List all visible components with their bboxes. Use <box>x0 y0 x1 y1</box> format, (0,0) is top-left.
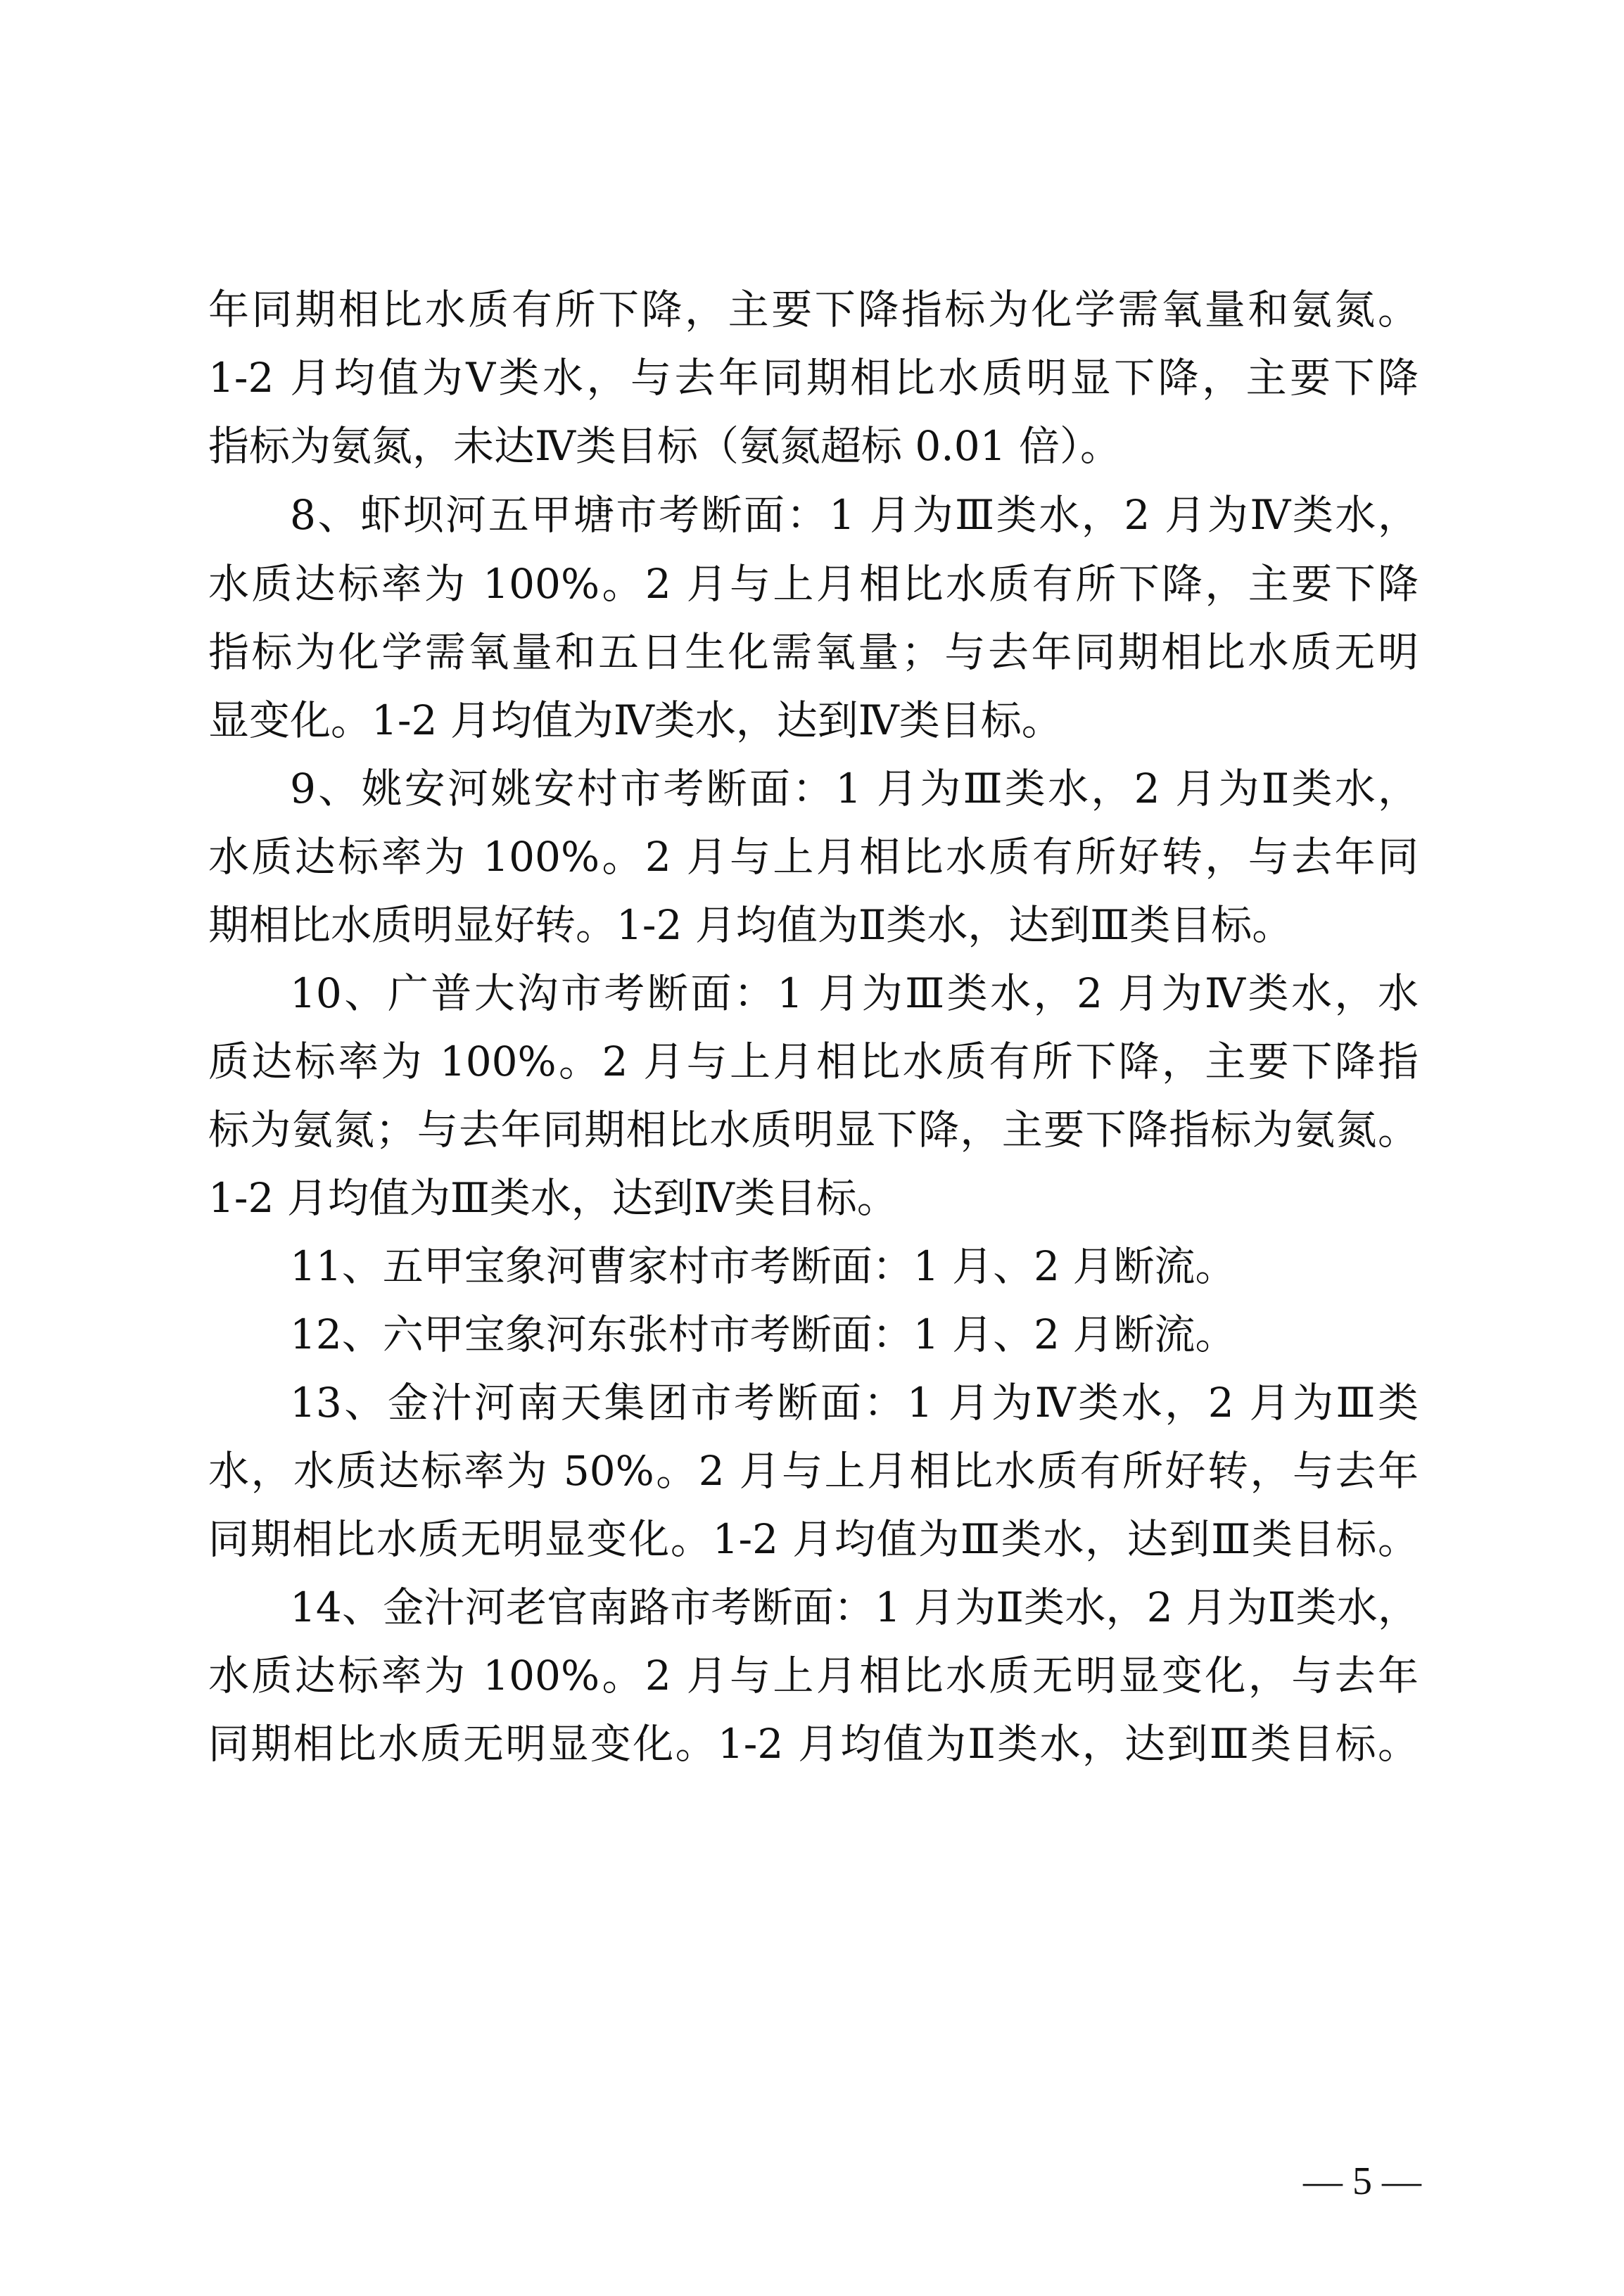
item-14-line-1: 14、金汁河老官南路市考断面：1 月为Ⅱ类水，2 月为Ⅱ类水， <box>290 1583 1419 1631</box>
item-10-line-2: 质达标率为 100%。2 月与上月相比水质有所下降，主要下降指 <box>208 1038 1419 1085</box>
item-9-line-3: 期相比水质明显好转。1-2 月均值为Ⅱ类水，达到Ⅲ类目标。 <box>208 901 1293 949</box>
item-8-line-2: 水质达标率为 100%。2 月与上月相比水质有所下降，主要下降 <box>208 560 1419 608</box>
text-line-1: 年同期相比水质有所下降，主要下降指标为化学需氧量和氨氮。 <box>208 286 1419 333</box>
item-12-line-1: 12、六甲宝象河东张村市考断面：1 月、2 月断流。 <box>290 1310 1236 1358</box>
item-8-line-1: 8、虾坝河五甲塘市考断面：1 月为Ⅲ类水，2 月为Ⅳ类水， <box>290 491 1419 539</box>
item-10-line-1: 10、广普大沟市考断面：1 月为Ⅲ类水，2 月为Ⅳ类水，水 <box>290 969 1419 1017</box>
item-14-line-2: 水质达标率为 100%。2 月与上月相比水质无明显变化，与去年 <box>208 1652 1419 1699</box>
item-8-line-4: 显变化。1-2 月均值为Ⅳ类水，达到Ⅳ类目标。 <box>208 696 1062 744</box>
item-11-line-1: 11、五甲宝象河曹家村市考断面：1 月、2 月断流。 <box>290 1242 1236 1290</box>
item-13-line-1: 13、金汁河南天集团市考断面：1 月为Ⅳ类水，2 月为Ⅲ类 <box>290 1379 1419 1427</box>
item-13-line-2: 水，水质达标率为 50%。2 月与上月相比水质有所好转，与去年 <box>208 1447 1419 1495</box>
item-14-line-3: 同期相比水质无明显变化。1-2 月均值为Ⅱ类水，达到Ⅲ类目标。 <box>208 1720 1419 1768</box>
text-line-3: 指标为氨氮，未达Ⅳ类目标（氨氮超标 0.01 倍）。 <box>208 422 1121 470</box>
page-number: — 5 — <box>1303 2160 1421 2203</box>
item-10-line-4: 1-2 月均值为Ⅲ类水，达到Ⅳ类目标。 <box>208 1174 898 1222</box>
item-10-line-3: 标为氨氮；与去年同期相比水质明显下降，主要下降指标为氨氮。 <box>208 1106 1419 1154</box>
text-line-2: 1-2 月均值为Ⅴ类水，与去年同期相比水质明显下降，主要下降 <box>208 354 1419 402</box>
item-9-line-2: 水质达标率为 100%。2 月与上月相比水质有所好转，与去年同 <box>208 833 1419 881</box>
item-8-line-3: 指标为化学需氧量和五日生化需氧量；与去年同期相比水质无明 <box>208 628 1419 676</box>
item-9-line-1: 9、姚安河姚安村市考断面：1 月为Ⅲ类水，2 月为Ⅱ类水， <box>290 765 1419 812</box>
item-13-line-3: 同期相比水质无明显变化。1-2 月均值为Ⅲ类水，达到Ⅲ类目标。 <box>208 1515 1419 1563</box>
